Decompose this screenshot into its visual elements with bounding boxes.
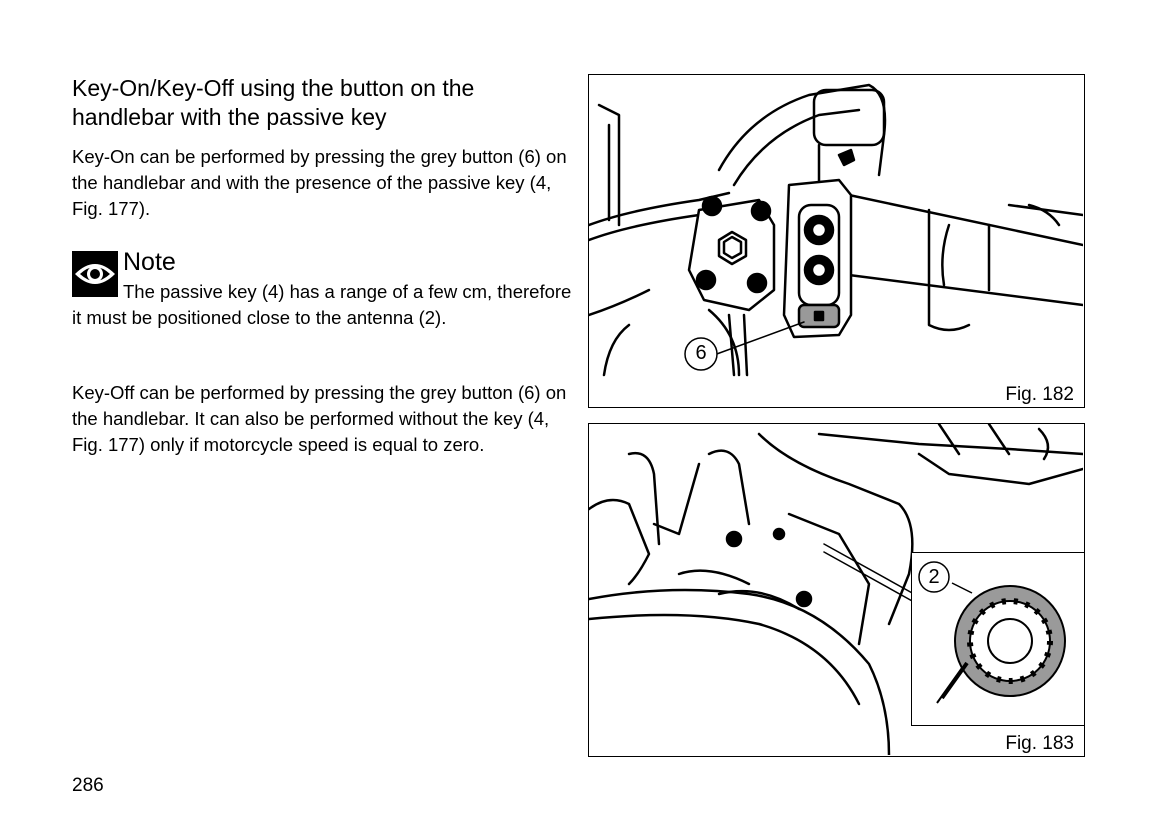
note-title: Note (123, 248, 176, 276)
handlebar-switch-illustration (589, 75, 1083, 406)
figure-antenna (588, 423, 1085, 757)
callout-label: 6 (695, 342, 707, 364)
key-off-paragraph: Key-Off can be performed by pressing the grey button (6) on the handlebar. It can also be performed without the key (4, Fig. 177) only if motorcycle speed is equal to zero. (72, 382, 567, 455)
antenna-inset (911, 552, 1085, 726)
key-on-paragraph: Key-On can be performed by pressing the grey button (6) on the handlebar and with the presence of the passive key (4, Fig. 177). (72, 146, 567, 219)
callout-label: 2 (928, 566, 940, 588)
page-number: 286 (72, 775, 104, 796)
figure-handlebar-switch (588, 74, 1085, 408)
figure-caption: Fig. 183 (1005, 733, 1074, 754)
figure-caption: Fig. 182 (1005, 384, 1074, 405)
section-heading: Key-On/Key-Off using the button on the handlebar with the passive key (72, 75, 475, 130)
note-text: The passive key (4) has a range of a few cm, therefore it must be positioned close to the antenna (2). (72, 281, 572, 328)
